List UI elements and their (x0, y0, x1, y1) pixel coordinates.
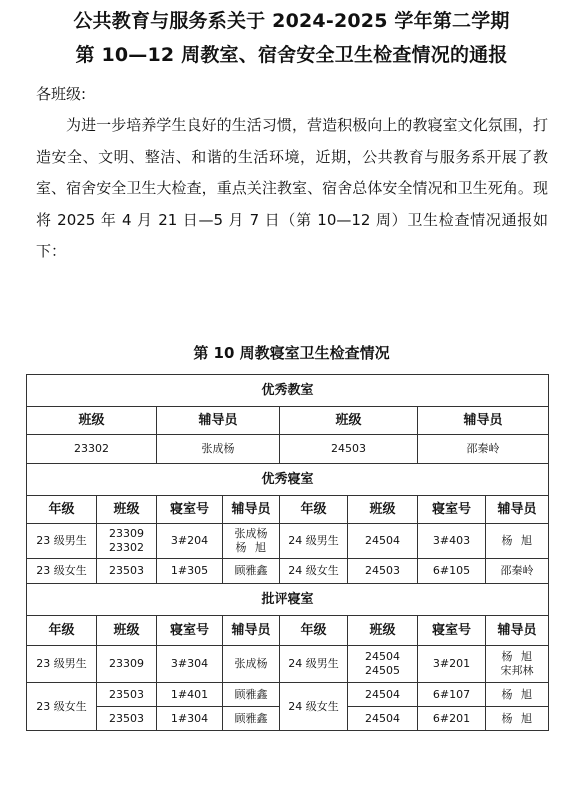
col-header: 寝室号 (157, 616, 223, 646)
col-header-class: 班级 (27, 407, 157, 435)
title-line-1: 公共教育与服务系关于 2024-2025 学年第二学期 (73, 10, 510, 32)
table-cell: 24504 (348, 707, 418, 731)
table-cell: 23503 (97, 707, 157, 731)
table-cell: 6#105 (418, 559, 486, 584)
col-header: 班级 (348, 496, 418, 524)
table-cell: 杨 旭 (486, 524, 549, 559)
table-cell: 24504 (348, 683, 418, 707)
table-cell: 3#204 (157, 524, 223, 559)
table-cell: 23 级女生 (27, 559, 97, 584)
table-cell: 23309 23302 (97, 524, 157, 559)
col-header: 寝室号 (418, 496, 486, 524)
table-cell: 24503 (348, 559, 418, 584)
col-header: 辅导员 (223, 496, 280, 524)
criticized-dorm-heading: 批评寝室 (27, 584, 549, 616)
col-header-counselor: 辅导员 (157, 407, 280, 435)
title-line-2: 第 10—12 周教室、宿舍安全卫生检查情况的通报 (75, 44, 508, 66)
col-header-class: 班级 (280, 407, 418, 435)
table-cell: 张成杨 杨 旭 (223, 524, 280, 559)
col-header: 辅导员 (486, 496, 549, 524)
excellent-classroom-heading: 优秀教室 (27, 375, 549, 407)
table-cell: 1#401 (157, 683, 223, 707)
section-title: 第 10 周教寝室卫生检查情况 (193, 344, 390, 362)
col-header: 班级 (97, 616, 157, 646)
table-cell: 23309 (97, 646, 157, 683)
table-row (27, 646, 549, 683)
table-cell: 3#304 (157, 646, 223, 683)
table-cell: 顾雅鑫 (223, 707, 280, 731)
col-header: 寝室号 (157, 496, 223, 524)
table-cell: 23302 (27, 435, 157, 464)
table-cell: 杨 旭 (486, 683, 549, 707)
table-cell: 24 级女生 (280, 559, 348, 584)
table-cell: 1#304 (157, 707, 223, 731)
col-header: 班级 (348, 616, 418, 646)
inspection-table (26, 374, 549, 731)
table-cell: 邵秦岭 (486, 559, 549, 584)
col-header: 辅导员 (486, 616, 549, 646)
table-cell: 6#201 (418, 707, 486, 731)
table-cell: 3#403 (418, 524, 486, 559)
table-cell: 24503 (280, 435, 418, 464)
table-cell: 24 级男生 (280, 524, 348, 559)
col-header: 辅导员 (223, 616, 280, 646)
table-row (27, 524, 549, 559)
table-cell: 张成杨 (223, 646, 280, 683)
table-cell: 邵秦岭 (418, 435, 549, 464)
table-cell: 24 级女生 (280, 683, 348, 731)
table-cell: 24504 24505 (348, 646, 418, 683)
table-cell: 24 级男生 (280, 646, 348, 683)
table-cell: 1#305 (157, 559, 223, 584)
table-cell: 6#107 (418, 683, 486, 707)
table-cell: 顾雅鑫 (223, 683, 280, 707)
table-cell: 24504 (348, 524, 418, 559)
excellent-dorm-heading: 优秀寝室 (27, 464, 549, 496)
table-row (27, 559, 549, 584)
table-cell: 23 级男生 (27, 524, 97, 559)
table-cell: 3#201 (418, 646, 486, 683)
table-cell: 23503 (97, 683, 157, 707)
col-header: 班级 (97, 496, 157, 524)
body-paragraph: 为进一步培养学生良好的生活习惯，营造积极向上的教寝室文化氛围，打造安全、文明、整洁、和谐的生活环境，近期，公共教育与服务系开展了教室、宿舍安全卫生大检查，重点关注教室、宿舍总体安全情况和卫生死角。现将 2025 年 4 月 21 日—5 月 7 日（第 10—12 周）卫生检查情况通报如下： (36, 116, 548, 260)
table-cell: 顾雅鑫 (223, 559, 280, 584)
col-header: 寝室号 (418, 616, 486, 646)
table-cell: 23 级男生 (27, 646, 97, 683)
col-header-counselor: 辅导员 (418, 407, 549, 435)
col-header: 年级 (280, 616, 348, 646)
table-cell: 杨 旭 宋邦林 (486, 646, 549, 683)
col-header: 年级 (27, 496, 97, 524)
salutation: 各班级: (36, 85, 87, 103)
col-header: 年级 (27, 616, 97, 646)
table-cell: 23 级女生 (27, 683, 97, 731)
col-header: 年级 (280, 496, 348, 524)
table-cell: 杨 旭 (486, 707, 549, 731)
table-row (27, 683, 549, 707)
table-cell: 23503 (97, 559, 157, 584)
table-cell: 张成杨 (157, 435, 280, 464)
